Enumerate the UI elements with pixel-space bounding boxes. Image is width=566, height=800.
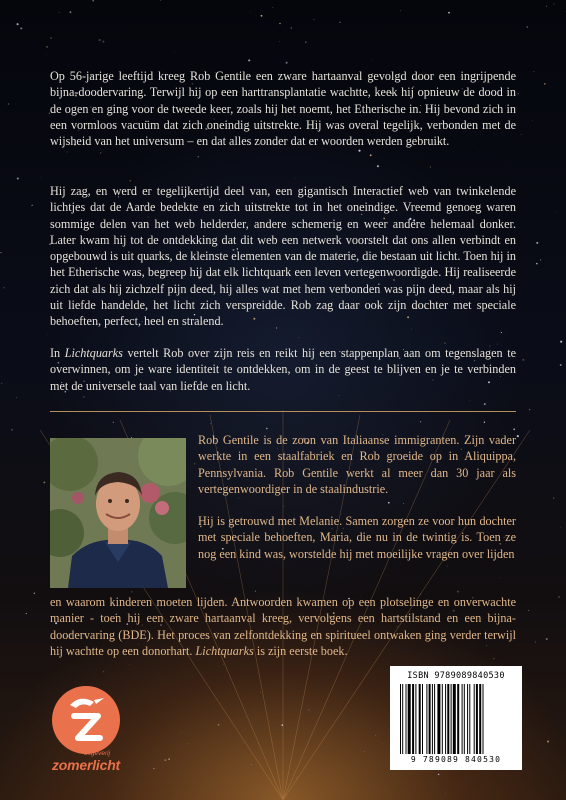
section-divider — [50, 411, 516, 412]
publisher-name: zomerlicht — [52, 757, 121, 773]
blurb-paragraph-1: Op 56-jarige leeftijd kreeg Rob Gentile een zware hartaanval gevolgd door een ingrijpende bijna-doodervaring. Terwijl hij op een harttransplantatie wachtte, keek hij opnieuw de dood in de ogen en ging voor de tweede keer, zoals hij het noemt, het Etherische in. Hij bevond zich in een vormloos vacuüm dat zich oneindig uitstrekte. Hij was overal tegelijk, verbonden met de wijsheid van het universum – en dat alles zonder dat er woorden werden gebruikt. — [50, 69, 516, 149]
author-bio-paragraph-1: Rob Gentile is de zoon van Italiaanse immigranten. Zijn vader werkte in een staalfabriek en Rob groeide op in Aliquippa, Pennsylvania. Rob Gentile werkt al meer dan 30 jaar als vertegenwoordiger in de staalindustrie. — [198, 433, 516, 496]
blurb-paragraph-2: Hij zag, en werd er tegelijkertijd deel van, een gigantisch Interactief web van twinkelende lichtjes dat de Aarde bedekte en zich uitstrekte tot in het oneindige. Vreemd genoeg waren sommige delen van het web helderder, andere schemerig en weer andere helemaal donker. Later kwam hij tot de ontdekking dat dit web een netwerk voorstelt dat ons allen verbindt en opgebouwd is uit quarks, de kleinste elementen van de materie, die bestaan uit licht. Toen hij in het Etherische was, begreep hij dat elk lichtquark een leven vertegenwoordigde. Hij realiseerde zich dat als hij zichzelf pijn deed, hij alles wat met hem verbonden was pijn deed, maar als hij uit liefde handelde, het licht zich verspreidde. Rob zag daar ook zijn dochter met speciale behoeften, perfect, heel en stralend. — [50, 184, 516, 329]
bio-text: is zijn eerste boek. — [253, 643, 348, 658]
publisher-label: uitgeverij — [84, 750, 111, 757]
barcode-digits: 9 789089 840530 — [410, 755, 502, 764]
barcode-bars — [398, 684, 514, 754]
author-bio-paragraph-3 — [50, 594, 516, 659]
blurb-text: vertelt Rob over zijn reis en reikt hij een stappenplan aan om tegenslagen te overwinnen, om je ware identiteit te ontdekken, om in de geest te blijven en je te verbinden met de universele taal van liefde en licht. — [50, 346, 516, 393]
book-title: Lichtquarks — [195, 643, 254, 658]
isbn-barcode — [390, 666, 522, 770]
blurb-text: In — [50, 346, 65, 360]
blurb-paragraph-3 — [50, 345, 516, 394]
isbn-label: ISBN 9789089840530 — [407, 671, 505, 681]
author-bio-paragraph-2: Hij is getrouwd met Melanie. Samen zorgen ze voor hun dochter met speciale behoeften, Maria, die nu in de twintig is. Toen ze nog een kind was, worstelde hij met moeilijke vragen over lijden — [198, 514, 516, 561]
author-photo — [50, 438, 186, 588]
bio-text: en waarom kinderen moeten lijden. Antwoorden kwamen op een plotselinge en onverwachte manier - toen hij een zware hartaanval kreeg, vervolgens een hartstilstand en een bijna-doodervaring (BDE). Het proces van zelfontdekking en spiritueel ontwaken ging verder terwijl hij wachtte op een donorhart. — [50, 595, 516, 658]
book-title: Lichtquarks — [64, 346, 123, 360]
